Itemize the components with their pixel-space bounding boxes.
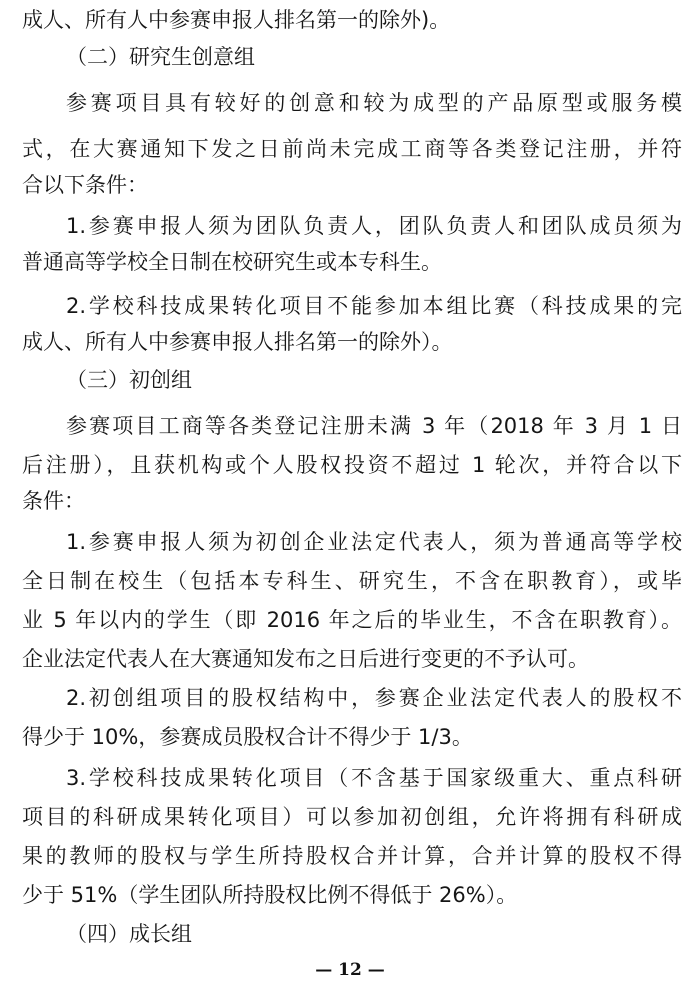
section-heading: （二）研究生创意组 bbox=[66, 45, 255, 69]
section-heading: （三）初创组 bbox=[66, 368, 192, 392]
text-line: 少于 51%（学生团队所持股权比例不得低于 26%）。 bbox=[22, 883, 518, 907]
text-line: 1.参赛申报人须为团队负责人，团队负责人和团队成员须为 bbox=[66, 214, 682, 238]
text-line: 成人、所有人中参赛申报人排名第一的除外）。 bbox=[22, 330, 453, 354]
text-line: 后注册），且获机构或个人股权投资不超过 1 轮次，并符合以下 bbox=[22, 453, 682, 477]
text-line: 业 5 年以内的学生（即 2016 年之后的毕业生，不含在职教育）。 bbox=[22, 608, 682, 632]
text-line: 1.参赛申报人须为初创企业法定代表人，须为普通高等学校 bbox=[66, 530, 682, 554]
text-line: 果的教师的股权与学生所持股权合并计算，合并计算的股权不得 bbox=[22, 844, 682, 868]
text-line: 普通高等学校全日制在校研究生或本专科生。 bbox=[22, 250, 442, 274]
section-heading: （四）成长组 bbox=[66, 922, 192, 946]
text-line: 2.学校科技成果转化项目不能参加本组比赛（科技成果的完 bbox=[66, 294, 682, 318]
text-line: 3.学校科技成果转化项目（不含基于国家级重大、重点科研 bbox=[66, 766, 682, 790]
text-line: 式，在大赛通知下发之日前尚未完成工商等各类登记注册，并符 bbox=[22, 137, 682, 161]
text-line: 企业法定代表人在大赛通知发布之日后进行变更的不予认可。 bbox=[22, 647, 589, 671]
text-line: 项目的科研成果转化项目）可以参加初创组，允许将拥有科研成 bbox=[22, 805, 682, 829]
page-number: — 12 — bbox=[315, 960, 385, 980]
text-line: 成人、所有人中参赛申报人排名第一的除外)。 bbox=[22, 8, 451, 32]
text-line: 参赛项目具有较好的创意和较为成型的产品原型或服务模 bbox=[66, 91, 682, 115]
text-line: 全日制在校生（包括本专科生、研究生，不含在职教育），或毕 bbox=[22, 569, 682, 593]
text-line: 参赛项目工商等各类登记注册未满 3 年（2018 年 3 月 1 日 bbox=[66, 414, 682, 438]
text-line: 2.初创组项目的股权结构中，参赛企业法定代表人的股权不 bbox=[66, 686, 682, 710]
text-line: 合以下条件： bbox=[22, 173, 148, 197]
text-line: 条件： bbox=[22, 489, 85, 513]
text-line: 得少于 10%，参赛成员股权合计不得少于 1/3。 bbox=[22, 725, 473, 749]
